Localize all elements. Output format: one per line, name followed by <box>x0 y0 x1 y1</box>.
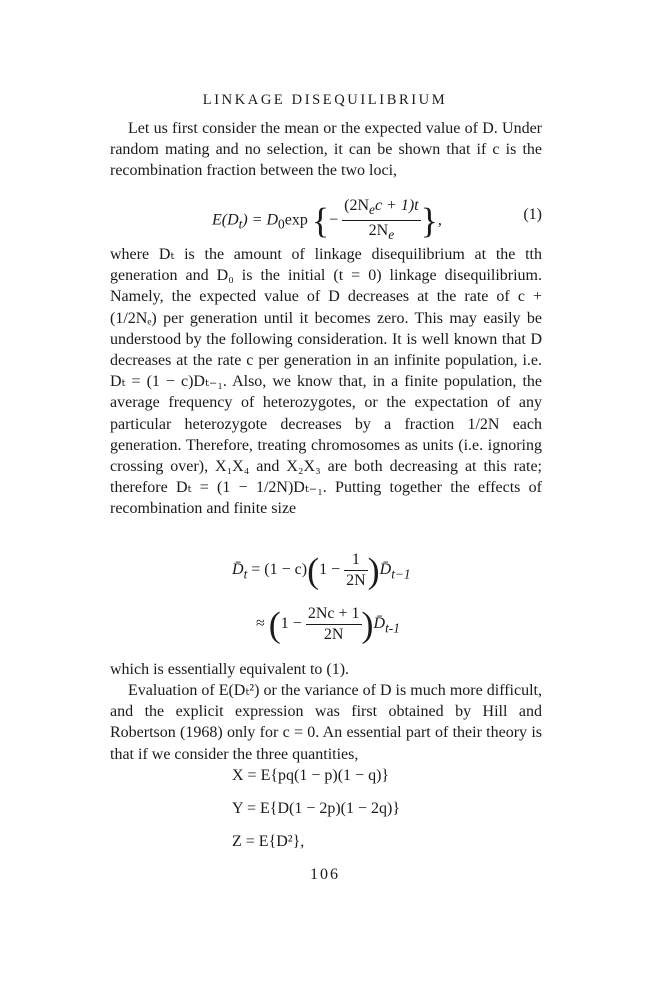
running-header: LINKAGE DISEQUILIBRIUM <box>202 92 448 108</box>
paragraph-variance: Evaluation of E(Dₜ²) or the variance of D is much more difficult, and the explicit expression was first obtained by Hill and Robertson (1968) only for c = 0. An essential part of their theory is that if we consider the three quantities, <box>110 682 542 763</box>
page-number: 106 <box>310 866 340 883</box>
equation-2b-fraction: $\frac{2Nc + 1}{2N}$ <box>307 605 360 643</box>
equation-z: Z = E{D²}, <box>232 833 305 850</box>
equation-2b: ≈ (1 − $\frac{2Nc + 1}{2N}$ )$D̄_{t-1}$ <box>256 604 400 645</box>
equation-1-fraction: $\frac{(2N_ec + 1)t}{2N_e}$ <box>344 197 419 243</box>
equation-x: X = E{pq(1 − p)(1 − q)} <box>232 767 390 784</box>
equation-y: Y = E{D(1 − 2p)(1 − 2q)} <box>232 800 401 817</box>
equation-1: $E(D_t) = D_0\exp$ {− $\frac{(2N_ec + 1)t}{2N_e}$ }, <box>212 196 442 245</box>
equation-2a-fraction: $\frac{1}{2N}$ <box>346 551 366 589</box>
paragraph-intro: Let us first consider the mean or the expected value of D. Under random mating and no selection, it can be shown that if c is the recombination fraction between the two loci, <box>110 120 542 180</box>
equation-1-number: (1) <box>523 206 542 223</box>
equation-2a: $D̄_t = (1 - c)(1$ − $\frac{1}{2N}$ )$D̄_{t-1}$ <box>232 550 411 591</box>
paragraph-equivalence: which is essentially equivalent to (1). <box>110 661 350 678</box>
paragraph-explanation: where Dₜ is the amount of linkage disequilibrium at the tth generation and D₀ is the initial (t = 0) linkage disequilibrium. Namely, the expected value of D decreases at the rate of c + (1/2Nₑ) per generation until it becomes zero. This may easily be understood by the following consideration. It is well known that D decreases at the rate c per generation in an infinite population, i.e. Dₜ = (1 − c)Dₜ₋₁. Also, we know that, in a finite population, the average frequency of heterozygotes, or the expectation of any particular heterozygote decreases by a fraction 1/2N each generation. Therefore, treating chromosomes as units (i.e. ignoring crossing over), X₁X₄ and X₂X₃ are both decreasing at this rate; therefore Dₜ = (1 − 1/2N)Dₜ₋₁. Putting together the effects of recombination and finite size <box>110 246 542 518</box>
